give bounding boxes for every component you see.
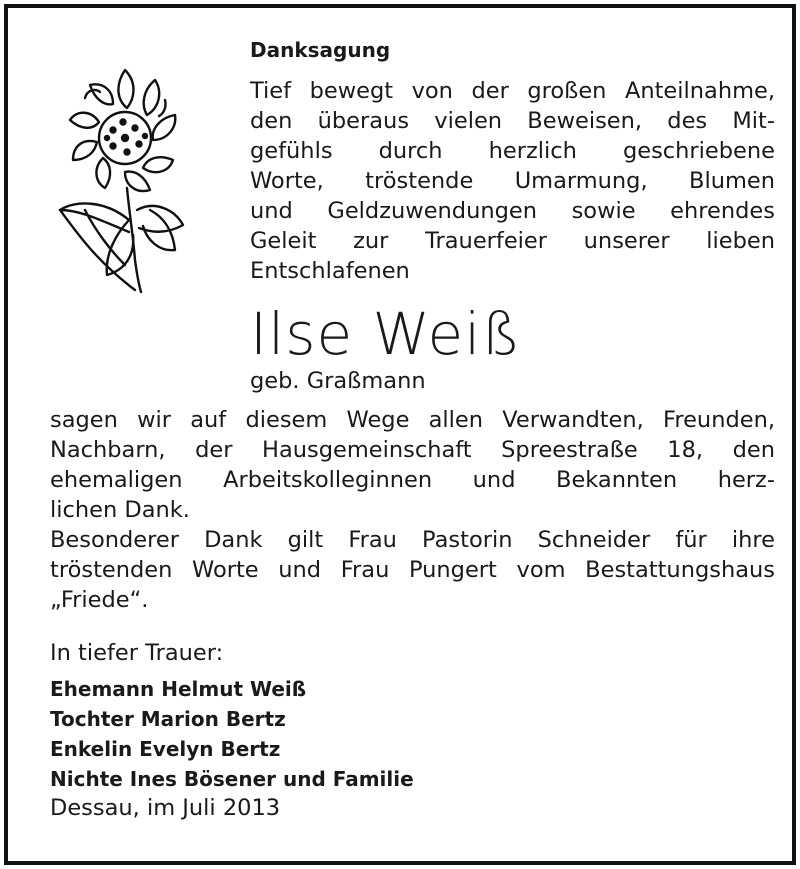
intro-line: Entschlafenen <box>250 258 410 284</box>
signers-list <box>50 674 414 794</box>
intro-line: gefühls durch herzlich geschriebene <box>250 138 775 164</box>
place-date: Dessau, im Juli 2013 <box>50 795 281 821</box>
body-line: lichen Dank. <box>50 497 190 523</box>
intro-line: den überaus vielen Beweisen, des Mit- <box>250 108 775 134</box>
signer-name: Enkelin Evelyn Bertz <box>50 737 281 761</box>
deceased-name: Ilse Weiß <box>250 300 522 368</box>
body-line: „Friede“. <box>50 587 149 613</box>
body-line: ehemaligen Arbeitskolleginnen und Bekannten herz- <box>50 467 775 493</box>
intro-line: Geleit zur Trauerfeier unserer lieben <box>250 228 775 254</box>
intro-line: und Geldzuwendungen sowie ehrendes <box>250 198 775 224</box>
birth-name: geb. Graßmann <box>250 368 426 394</box>
intro-line: Worte, tröstende Umarmung, Blumen <box>250 168 775 194</box>
sunflower-icon <box>55 60 185 295</box>
body-line: tröstenden Worte und Frau Pungert vom Bestattungshaus <box>50 557 775 583</box>
thanks-paragraph <box>50 405 775 615</box>
intro-line: Tief bewegt von der großen Anteilnahme, <box>250 78 775 104</box>
body-line: Nachbarn, der Hausgemeinschaft Spreestraße 18, den <box>50 437 775 463</box>
heading-danksagung: Danksagung <box>250 38 391 62</box>
signer-name: Ehemann Helmut Weiß <box>50 677 307 701</box>
mourning-label: In tiefer Trauer: <box>50 640 224 666</box>
signer-name: Nichte Ines Bösener und Familie <box>50 767 414 791</box>
intro-paragraph <box>250 76 775 286</box>
body-line: Besonderer Dank gilt Frau Pastorin Schneider für ihre <box>50 527 775 553</box>
signer-name: Tochter Marion Bertz <box>50 707 286 731</box>
body-line: sagen wir auf diesem Wege allen Verwandten, Freunden, <box>50 407 775 433</box>
